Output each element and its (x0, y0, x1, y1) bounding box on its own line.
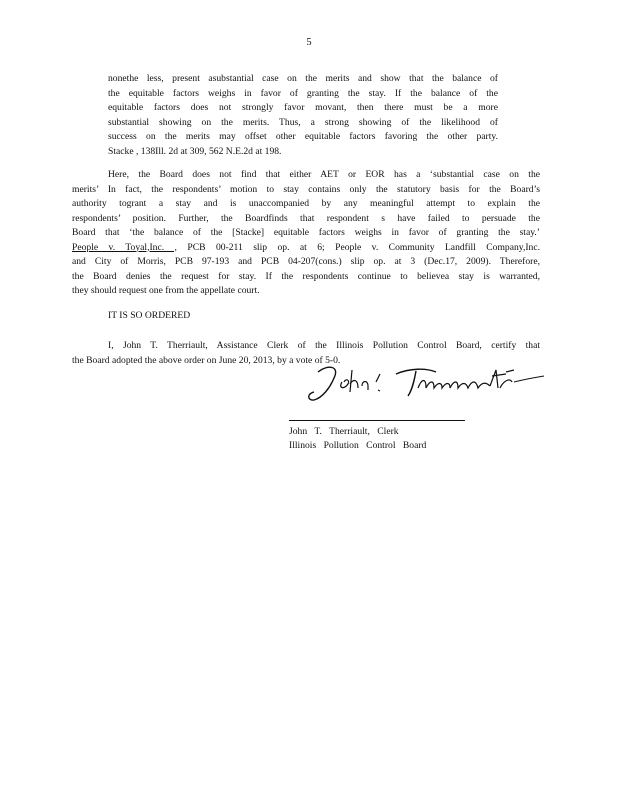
quote-line: substantial showing on the merits. Thus, a strong showing of the likelihood of (108, 116, 498, 128)
cert-line: the Board adopted the above order on June 20, 2013, by a vote of 5-0. (72, 354, 341, 366)
handwritten-signature (300, 358, 550, 408)
signer-org: Illinois Pollution Control Board (289, 440, 427, 451)
page-number: 5 (306, 37, 312, 48)
paragraph-line: they should request one from the appellate court. (72, 285, 260, 296)
signer-name: John T. Therriault, Clerk (289, 426, 399, 437)
paragraph-line: and City of Morris, PCB 97-193 and PCB 04-207(cons.) slip op. at 3 (Dec.17, 2009). Therefore, (72, 256, 540, 267)
quote-line: the equitable factors weighs in favor of granting the stay. If the balance of the (108, 87, 498, 99)
paragraph-line: respondents’ position. Further, the Boardfinds that respondent s have failed to persuade the (72, 212, 540, 224)
case-name-toyal: People v. Toyal,Inc. , (72, 241, 177, 253)
stacke-quote (108, 72, 498, 159)
paragraph-line: the Board denies the request for stay. If the respondents continue to believea stay is warranted, (72, 270, 540, 282)
paragraph-line: merits’ In fact, the respondents’ motion to stay contains only the statutory basis for the Board’s (72, 183, 540, 195)
signature-line (289, 420, 465, 421)
paragraph-line: Board that ‘the balance of the [Stacke] equitable factors weighs in favor of granting the stay.’ (72, 227, 540, 238)
citation-text: PCB 00-211 slip op. at 6; People v. Community Landfill Company,Inc. (187, 241, 540, 253)
so-ordered: IT IS SO ORDERED (108, 310, 191, 321)
quote-line: equitable factors does not strongly favor movant, then there must be a more (108, 102, 498, 113)
analysis-paragraph (72, 168, 540, 299)
quote-citation: Stacke , 138Ill. 2d at 309, 562 N.E.2d at 198. (108, 145, 282, 157)
signer-block (289, 425, 426, 453)
cert-line: I, John T. Therriault, Assistance Clerk of the Illinois Pollution Control Board, certify that (108, 340, 540, 351)
paragraph-line: Here, the Board does not find that either AET or EOR has a ‘substantial case on the (108, 169, 540, 180)
paragraph-line-citation (72, 241, 540, 256)
quote-line: success on the merits may offset other equitable factors favoring the other party. (108, 131, 498, 142)
paragraph-line: authority togrant a stay and is unaccompanied by any meaningful attempt to explain the (72, 198, 540, 209)
quote-line: nonethe less, present asubstantial case on the merits and show that the balance of (108, 73, 498, 84)
